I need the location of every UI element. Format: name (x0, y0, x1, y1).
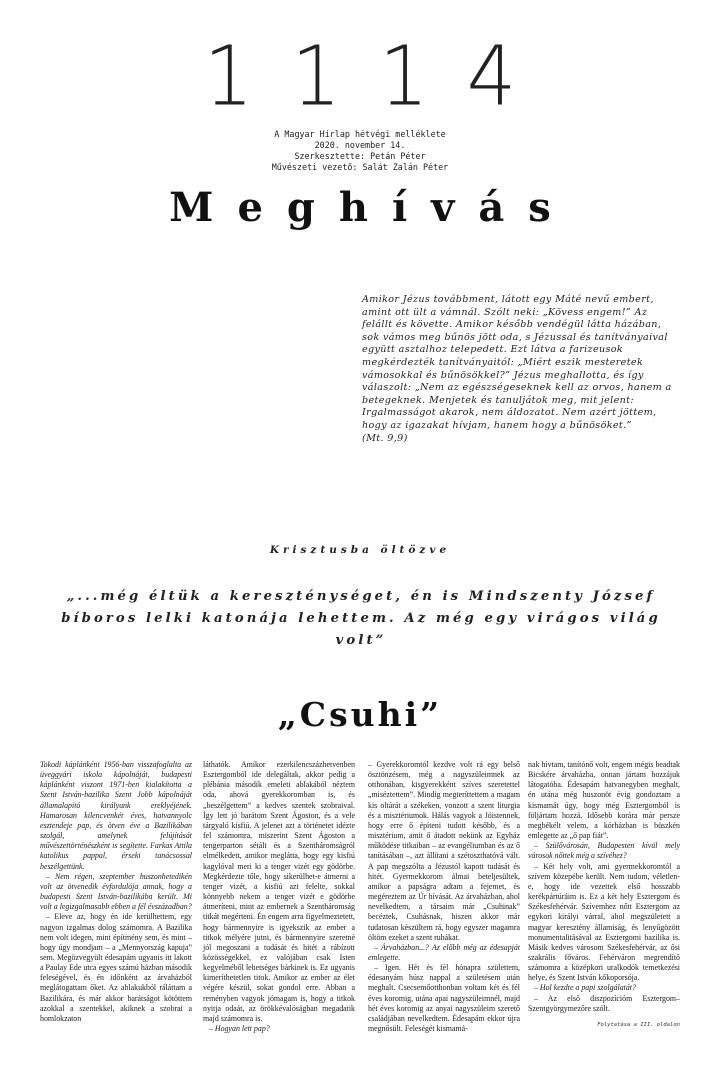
article-lead: Tokodi káplánként 1956-ban visszafoglalta az üveggyári iskola kápolnáját, budapesti káplánként viszont 1971-ben kialakította a Szent István-bazilika Szent Jobb kápolnáját államalapító királyunk ereklyéjének. Hamarosan kilencvenkét éves, hatvannyolc esztendeje pap, és ötven éve a Bazilikában szolgál, amelynek felújítását művészettörténészként is segítette. Farkas Attila katolikus pappal, érseki tanácsossal beszélgettünk. (40, 760, 192, 871)
article-body (40, 760, 680, 1040)
issue-number: 1114 (203, 29, 555, 125)
interview-question: – Hol kezdte a papi szolgálatát? (534, 983, 636, 993)
interview-question: – Árvaházban...? Az előbb még az édesapját emlegette. (368, 942, 520, 962)
interview-question: – Szülővárosán, Budapesten kívül mely városok nőttek még a szívéhez? (528, 841, 680, 861)
section-kicker: Krisztusba öltözve (269, 544, 451, 556)
interview-answer: – Az első diszpozícióm Esztergom–Szentgyörgymezőre szólt. (528, 993, 680, 1013)
interview-question: – Hogyan lett pap? (209, 1024, 270, 1034)
bible-quote (362, 294, 676, 445)
supplement-line: A Magyar Hírlap hétvégi melléklete (274, 129, 446, 139)
continued-note: Folytatása a III. oldalon (597, 1021, 680, 1028)
article-column-1 (40, 760, 192, 1024)
bible-reference: (Mt. 9,9) (362, 432, 408, 444)
interview-answer: – Igen. Hét és fél hónapra születtem, édesanyám húsz nappal a születésem után meghalt. Csecsemőotthonban voltam két és fél éves koromig, utána apai nagyszüleimnél, majd hét éves koromig az anyai nagyszüleim szerető családjában nevelkedtem. Édesapám ekkor újra megnősült. Feleségét kismamá- (368, 963, 520, 1034)
interview-answer: – Két hely volt, ami gyermekkoromtól a szívem közepébe került. Nem tudom, véletlen-e, hogy ide vezettek első hosszabb kerékpártúráim is. Ez a két hely Esztergom és Székesfehérvár. Szívemhez nőtt Esztergom az egykori királyi várral, ahol megszületett a magyar keresztény államiság, és lenyűgözött monumentalitásával az Esztergomi bazilika is. Másik kedves városom Székesfehérvár, az ősi szakrális főváros. Fehérváron megrendítő számomra a középkori uralkodók temetkezési helye, és Szent István kőkoporsója. (528, 861, 680, 983)
masthead-info (0, 129, 720, 173)
interview-question: – Nem régen, szeptember huszonhetedikén volt az ötvenedik évfordulója annak, hogy a budapesti Szent István-bazilikába került. Mi volt a legizgalmasabb ebben a fél évszázadban? (40, 871, 192, 912)
pull-quote: „...még éltük a kereszténységet, én is Mindszenty József bíboros lelki katonája lehettem. Az még egy virágos világ volt” (61, 589, 661, 648)
main-title: Meghívás (169, 184, 575, 231)
interview-answer: láthatók. Amikor ezerkilencszázhetvenben Esztergomból ide delegáltak, akkor pedig a plébánia második emeleti ablakából néztem oda, ahová gyerekkoromban is, és „beszélgettem” a kedves szentek szobraival. Így lett jó barátom Szent Ágoston, és a vele tárgyaló kisfiú. A jelenet azt a történetet idézte fel számomra, miszerint Szent Ágoston a tengerparton sétált és a Szentháromságról elmélkedett, amikor meglátta, hogy egy kisfiú kagylóval meri ki a tenger vizét egy gödörbe. Megkérdezte tőle, hogy sikerülhet-e átmerni a tenger vizét, a kisfiú azt felelte, sokkal könnyebb nekem a tenger vizét e gödörbe átmeríteni, mint az embernek a Szentháromság titkát megérteni. Én engem arra figyelmeztetett, hogy bármennyire is igyekszik az ember a titkok mélyére jutni, és bármennyire szeretné jól megoszani a tudását és hitét a rábízott közösségekkel, ez valójában csak Isten kegyelméből lehetséges bárkinek is. Ez ugyanis kimeríthetetlen titok. Amikor az ember az élet végére készül, sokat gondol erre. Abban a reményben vagyok jómagam is, hogy a titkok nyitja odaát, az örökkévalóságban megadatik majd számomra is. (203, 760, 355, 1023)
issue-date: 2020. november 14. (314, 140, 406, 150)
bible-quote-text: Amikor Jézus továbbment, látott egy Máté nevű embert, amint ott ült a vámnál. Szólt neki: „Kövess engem!” Az felállt és követte. Amikor később vendégül látta házában, sok vámos meg bűnös jött oda, s Jézussal és tanítványaival együtt asztalhoz telepedett. Ezt látva a farizeusok megkérdezték tanítványaitól: „Miért eszik mesteretek vámosokkal és bűnösökkel?” Jézus meghallotta, és így válaszolt: „Nem az egészségeseknek kell az orvos, hanem a betegeknek. Menjetek és tanuljátok meg, mit jelent: Irgalmasságot akarok, nem áldozatot. Nem azért jöttem, hogy az igazakat hívjam, hanem hogy a bűnösöket.” (362, 294, 672, 431)
article-column-3 (368, 760, 520, 1034)
article-headline: „Csuhi” (277, 695, 443, 734)
interview-answer: – Gyerekkoromtól kezdve volt rá egy belső ösztönzésem, még a nagyszüleimnek az otthonában, kisgyerekként szíves szeretettel „miséztettem”. Mindig megteríttettem a magam kis oltárát a székeken, vonzott a szent liturgia és a misztériumok. Hálás vagyok a Jóistennek, hogy erre ő építeni tudott később, és a misztérium, amit ő átadott nekünk az Egyház működése titkaiban – az evangéliumban és az ő tanításában –, azt állítani a szétoszthatóvá vált. A pap megszólta a Jézustól kapott tudását és hitét. Gyermekkorom álmai beteljesültek, amikor a papságra adtam a fejemet, és megéreztem az Úr hívását. Az árvaházban, ahol nevelkedtem, a társaim már „Csuhinak” becéztek, Csuhásnak, hiszen akkor már tudatosan készültem rá, hogy egyszer magamra öltöm ezeket a szent ruhákat. (368, 760, 520, 942)
interview-answer: – Eleve az, hogy én ide kerülhettem, egy nagyon izgalmas dolog számomra. A Bazilika nem volt idegen, mint építmény sem, és mint – hogy úgy mondjam – a „Mennyország kapuja” sem. Megözvegyült édesapám ugyanis itt lakott a Paulay Ede utca egyes számú házban második feleségével, és én időnként az árvaházból meglátogattam őket. Az ablakukból ráláttam a Bazilikára, és már akkor barátságot kötöttem azokkal a szentekkel, akiknek a szobrai a homlokzaton (40, 912, 192, 1023)
article-column-2 (203, 760, 355, 1034)
article-column-4 (528, 760, 680, 1030)
interview-answer: nak hívtam, tanítónő volt, engem mégis beadtak Bicskére árvaházba, onnan jártam hozzájuk látogatóba. Édesapám hatvanegyben meghalt, én utána még huszonöt évig gondoztam a kismamát úgy, hogy még Esztergomból is följártam hozzá. Idősebb korára már persze megbékélt velem, a kórházban is büszkén emlegette az „ő pap fiát”. (528, 760, 680, 841)
art-director-credit: Művészeti vezető: Salát Zalán Péter (271, 162, 449, 172)
editor-credit: Szerkesztette: Petán Péter (294, 151, 426, 161)
